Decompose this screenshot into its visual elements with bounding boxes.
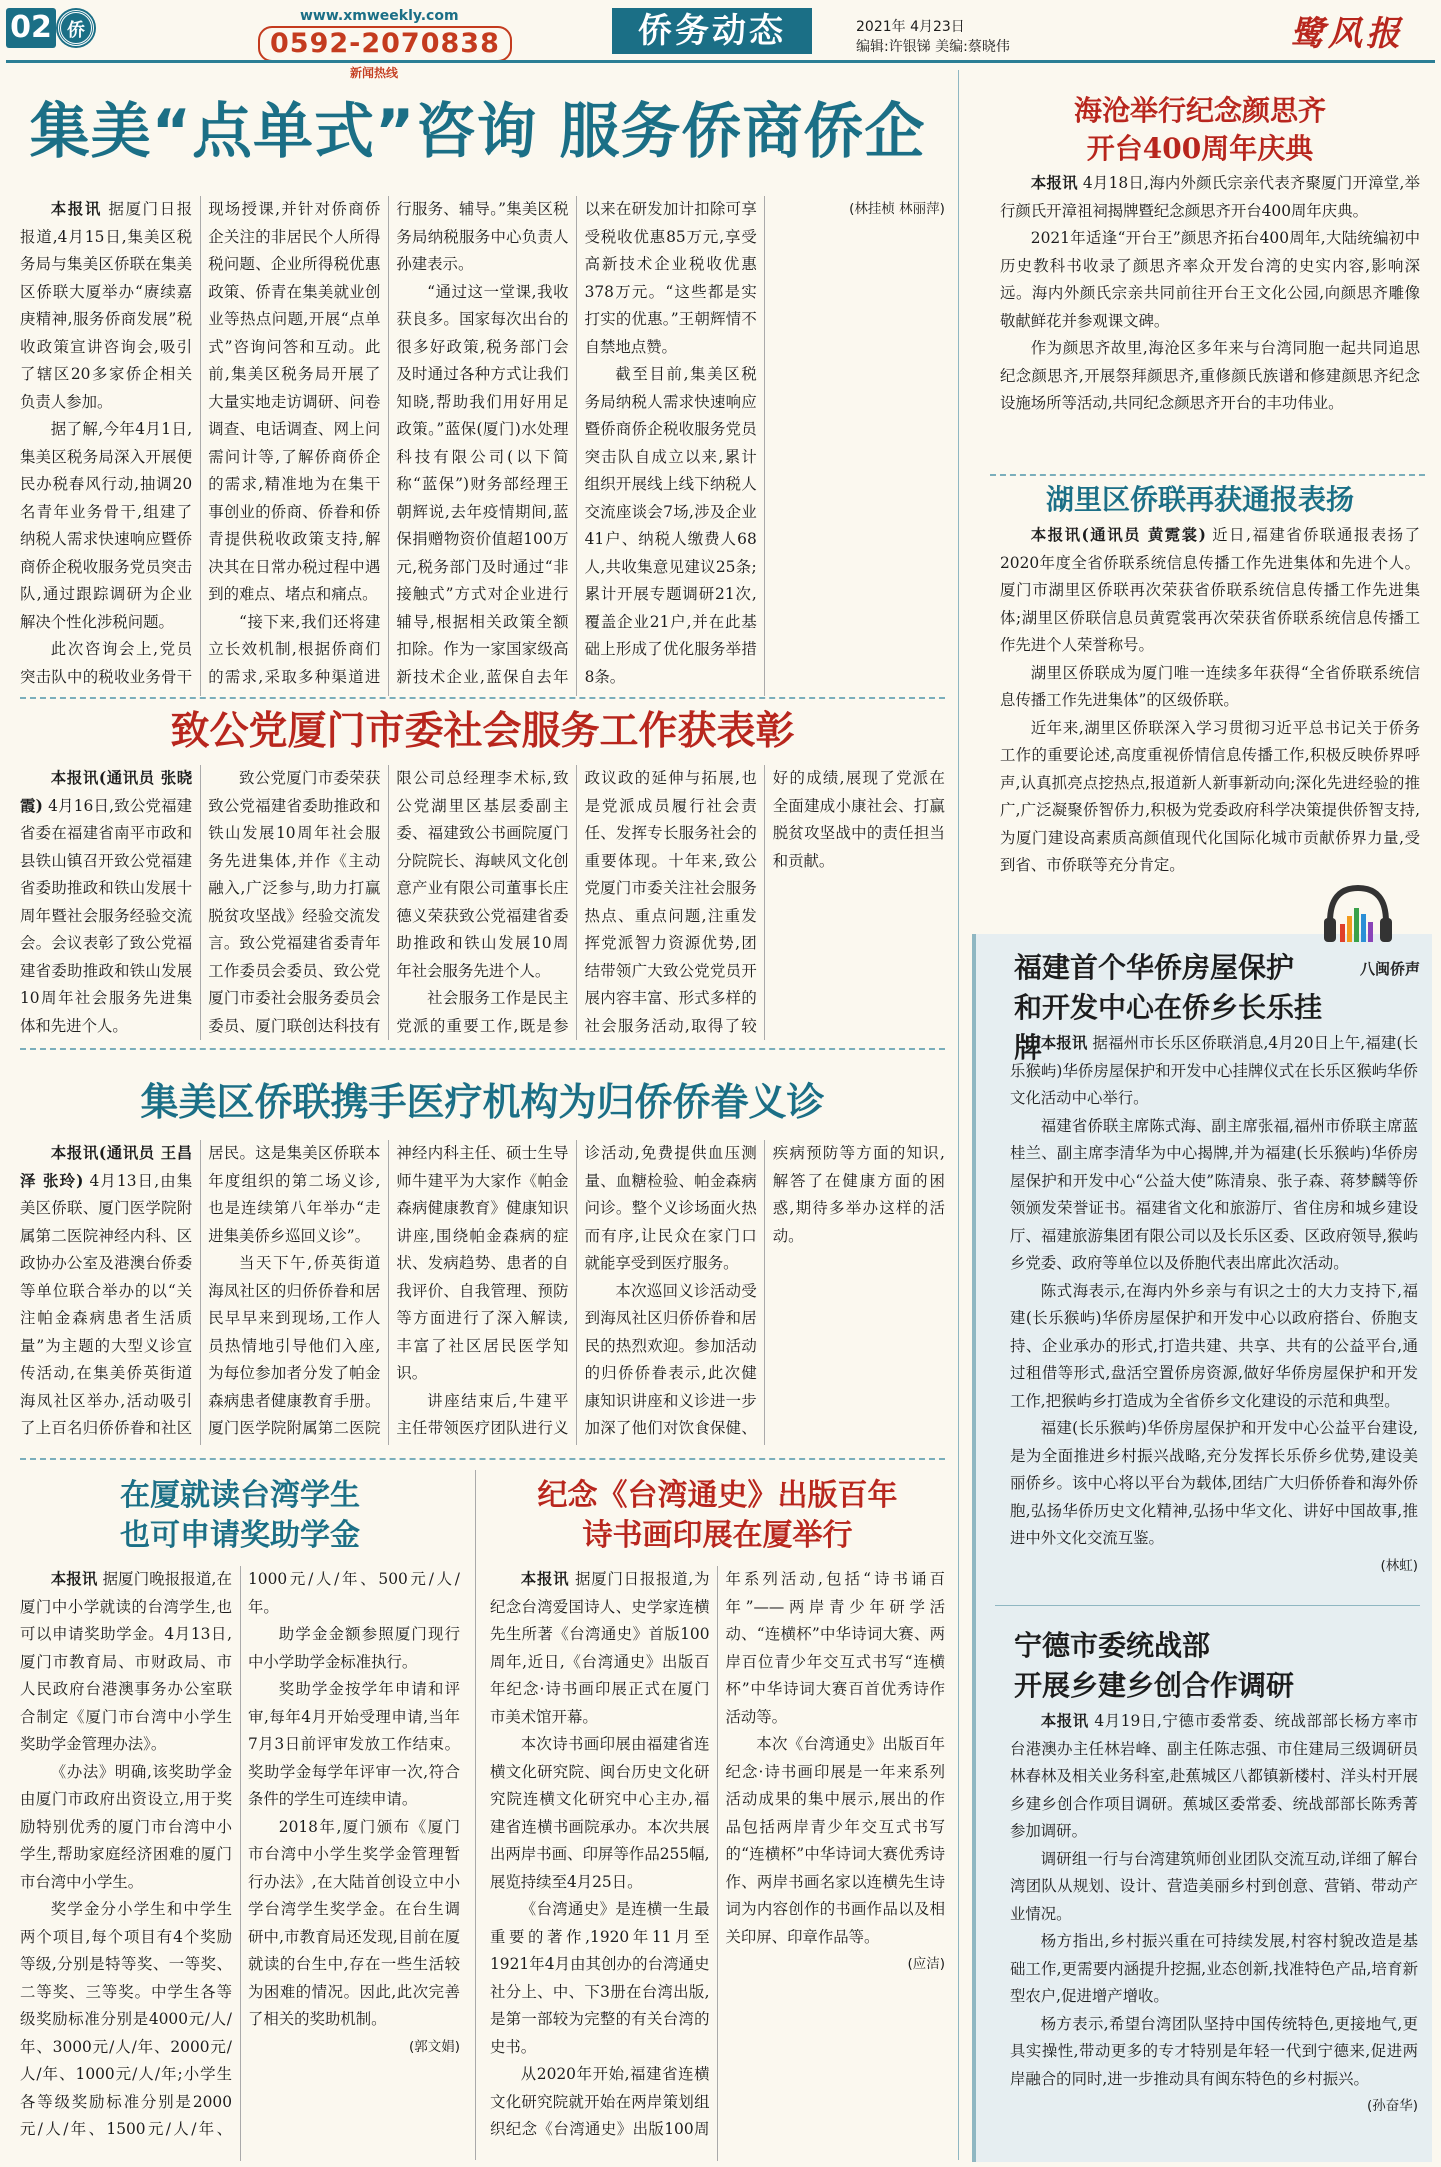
column-divider <box>475 1470 476 2160</box>
r4-body: 本报讯 4月19日,宁德市委常委、统战部部长杨方率市台港澳办主任林岩峰、副主任陈志强、市住建局三级调研员林春林及相关业务科室,赴蕉城区八都镇新楼村、洋头村开展乡建乡创合作项目调研。蕉城区委常委、统战部部长陈秀菁参加调研。 调研组一行与台湾建筑师创业团队交流互动,详细了解台湾团队从规划、设计、营造美丽乡村到创意、营销、带动产业情况。 杨方指出,乡村振兴重在可持续发展,村容村貌改造是基础工作,更需要内涵提升挖掘,业态创新,找准特色产品,培育新型农户,促进增产增收。 杨方表示,希望台湾团队坚持中国传统特色,更接地气,更具实操性,带动更多的专才特别是年轻一代到宁德来,促进两岸融合的同时,进一步推动具有闽东特色的乡村振兴。 (孙奋华) <box>1010 1712 1418 2114</box>
r2-body: 本报讯(通讯员 黄霓裳) 近日,福建省侨联通报表扬了2020年度全省侨联系统信息传播工作先进集体和先进个人。厦门市湖里区侨联再次荣获省侨联系统信息传播工作先进集体;湖里区侨联信息员黄霓裳再次荣获省侨联系统信息传播工作先进个人荣誉称号。 湖里区侨联成为厦门唯一连续多年获得“全省侨联系统信息传播工作先进集体”的区级侨联。 近年来,湖里区侨联深入学习贯彻习近平总书记关于侨务工作的重要论述,高度重视侨情信息传播工作,积极反映侨界呼声,认真抓亮点挖热点,报道新人新事新动向;深化先进经验的推广,广泛凝聚侨智侨力,积极为党委政府科学决策提供侨智支持,为厦门建设高素质高颜值现代化国际化城市贡献侨界力量,受到省、市侨联等充分肯定。 <box>1000 526 1420 874</box>
divider <box>20 1048 945 1050</box>
headphone-equalizer-icon <box>1322 882 1394 946</box>
a5-body: 本报讯 据厦门日报报道,为纪念台湾爱国诗人、史学家连横先生所著《台湾通史》首版100周年,近日,《台湾通史》出版百年纪念·诗书画印展正式在厦门市美术馆开幕。 本次诗书画印展由福建省连横文化研究院、闽台历史文化研究院连横文化研究中心主办,福建省连横书画院承办。本次共展出两岸书画、印屏等作品255幅,展览持续至4月25日。 《台湾通史》是连横一生最重要的著作,1920年11月至1921年4月由其创办的台湾通史社分上、中、下3册在台湾出版,是第一部较为完整的有关台湾的史书。 从2020年开始,福建省连横文化研究院就开始在两岸策划组织纪念《台湾通史》出版100周年系列活动,包括“诗书诵百年”——两岸青少年研学活动、“连横杯”中华诗词大赛、两岸百位青少年交互式书写“连横杯”中华诗词大赛百首优秀诗作活动等。 本次《台湾通史》出版百年纪念·诗书画印展是一年来系列活动成果的集中展示,展出的作品包括两岸青少年交互式书写的“连横杯”中华诗词大赛优秀诗作、两岸书画名家以连横先生诗词为内容创作的书画作品以及相关印屏、印章作品等。 (应洁) <box>490 1570 945 2138</box>
column-badge: 八闽侨声 <box>1360 960 1421 978</box>
a1-headline: 集美“点单式”咨询 服务侨商侨企 <box>29 97 926 167</box>
divider <box>20 697 945 699</box>
r1-headline: 海沧举行纪念颜思齐 开台400周年庆典 <box>1073 94 1326 165</box>
website-url[interactable]: www.xmweekly.com <box>300 8 459 24</box>
a5-headline: 纪念《台湾通史》出版百年 诗书画印展在厦举行 <box>537 1478 898 1553</box>
r3-headline: 福建首个华侨房屋保护 和开发中心在侨乡长乐挂牌 <box>1014 951 1323 1064</box>
r4-headline: 宁德市委统战部 开展乡建乡创合作调研 <box>1014 1629 1295 1702</box>
right-column-divider <box>958 70 959 2160</box>
a4-body: 本报讯 据厦门晚报报道,在厦门中小学就读的台湾学生,也可以申请奖助学金。4月13日,厦门市教育局、市财政局、市人民政府台港澳事务办公室联合制定《厦门市台湾中小学生奖助学金管理办法》。 《办法》明确,该奖助学金由厦门市政府出资设立,用于奖励特别优秀的厦门市台湾中小学生,帮助家庭经济困难的厦门市台湾中小学生。 奖学金分小学生和中学生两个项目,每个项目有4个奖励等级,分别是特等奖、一等奖、二等奖、三等奖。中学生各等级奖励标准分别是4000元/人/年、3000元/人/年、2000元/人/年、1000元/人/年;小学生各等级奖励标准分别是2000元/人/年、1500元/人/年、1000元/人/年、500元/人/年。 助学金金额参照厦门现行中小学助学金标准执行。 奖助学金按学年申请和评审,每年4月开始受理申请,当年7月3日前评审发放工作结束。奖助学金每学年评审一次,符合条件的学生可连续申请。 2018年,厦门颁布《厦门市台湾中小学生奖学金管理暂行办法》,在大陆首创设立中小学台湾学生奖学金。在台生调研中,市教育局还发现,目前在厦就读的台生中,存在一些生活较为困难的情况。因此,此次完善了相关的奖助机制。 (郭文娟) <box>20 1570 460 2138</box>
hotline-number: 0592-2070838 <box>258 26 512 62</box>
a3-headline: 集美区侨联携手医疗机构为归侨侨眷义诊 <box>140 1080 825 1124</box>
newspaper-logo-icon: 鹭风报 <box>1290 14 1404 54</box>
header-rule <box>6 60 1435 63</box>
divider <box>20 1458 945 1460</box>
page-number-badge-icon: 侨 <box>58 10 94 46</box>
a4-headline: 在厦就读台湾学生 也可申请奖助学金 <box>120 1478 360 1553</box>
a2-body: 本报讯(通讯员 张晓霞) 4月16日,致公党福建省委在福建省南平市政和县铁山镇召开致公党福建省委助推政和铁山发展十周年暨社会服务经验交流会。会议表彰了致公党福建省委助推政和铁山发展10周年社会服务先进集体和先进个人。 致公党厦门市委荣获致公党福建省委助推政和铁山发展10周年社会服务先进集体,并作《主动融入,广泛参与,助力打赢脱贫攻坚战》经验交流发言。致公党福建省委青年工作委员会委员、致公党厦门市委社会服务委员会委员、厦门联创达科技有限公司总经理李术标,致公党湖里区基层委副主委、福建致公书画院厦门分院院长、海峡风文化创意产业有限公司董事长庄德义荣获致公党福建省委助推政和铁山发展10周年社会服务先进个人。 社会服务工作是民主党派的重要工作,既是参政议政的延伸与拓展,也是党派成员履行社会责任、发挥专长服务社会的重要体现。十年来,致公党厦门市委关注社会服务热点、重点问题,注重发挥党派智力资源优势,团结带领广大致公党党员开展内容丰富、形式多样的社会服务活动,取得了较好的成绩,展现了党派在全面建成小康社会、打赢脱贫攻坚战中的责任担当和贡献。 <box>20 769 945 1035</box>
a3-body: 本报讯(通讯员 王昌泽 张玲) 4月13日,由集美区侨联、厦门医学院附属第二医院神经内科、区政协办公室及港澳台侨委等单位联合举办的以“关注帕金森病患者生活质量”为主题的大型义诊宣传活动,在集美侨英街道海凤社区举办,活动吸引了上百名归侨侨眷和社区居民。这是集美区侨联本年度组织的第二场义诊,也是连续第八年举办“走进集美侨乡巡回义诊”。 当天下午,侨英街道海凤社区的归侨侨眷和居民早早来到现场,工作人员热情地引导他们入座,为每位参加者分发了帕金森病患者健康教育手册。厦门医学院附属第二医院神经内科主任、硕士生导师牛建平为大家作《帕金森病健康教育》健康知识讲座,围绕帕金森病的症状、发病趋势、患者的自我评价、自我管理、预防等方面进行了深入解读,丰富了社区居民医学知识。 讲座结束后,牛建平主任带领医疗团队进行义诊活动,免费提供血压测量、血糖检验、帕金森病问诊。整个义诊场面火热而有序,让民众在家门口就能享受到医疗服务。 本次巡回义诊活动受到海凤社区归侨侨眷和居民的热烈欢迎。参加活动的归侨侨眷表示,此次健康知识讲座和义诊进一步加深了他们对饮食保健、疾病预防等方面的知识,解答了在健康方面的困惑,期待多举办这样的活动。 <box>20 1144 945 1437</box>
hotline-label: 新闻热线 <box>350 66 399 80</box>
a2-headline: 致公党厦门市委社会服务工作获表彰 <box>170 708 795 754</box>
section-title: 侨务动态 <box>612 8 812 54</box>
r1-body: 本报讯 4月18日,海内外颜氏宗亲代表齐聚厦门开漳堂,举行颜氏开漳祖祠揭牌暨纪念颜思齐开台400周年庆典。 2021年适逢“开台王”颜思齐拓台400周年,大陆统编初中历史教科书收录了颜思齐率众开发台湾的史实内容,影响深远。海内外颜氏宗亲共同前往开台王文化公园,向颜思齐雕像敬献鲜花并参观课文碑。 作为颜思齐故里,海沧区多年来与台湾同胞一起共同追思纪念颜思齐,开展祭拜颜思齐,重修颜氏族谱和修建颜思齐纪念设施场所等活动,共同纪念颜思齐开台的丰功伟业。 <box>1000 174 1420 412</box>
editors-line: 编辑:许银锑 美编:蔡晓伟 <box>856 39 1010 55</box>
a1-body: 本报讯 据厦门日报报道,4月15日,集美区税务局与集美区侨联在集美区侨联大厦举办“赓续嘉庚精神,服务侨商发展”税收政策宣讲咨询会,吸引了辖区20多家侨企相关负责人参加。 据了解,今年4月1日,集美区税务局深入开展便民办税春风行动,抽调20名青年业务骨干,组建了纳税人需求快速响应暨侨商侨企税收服务党员突击队,通过跟踪调研为企业解决个性化涉税问题。 此次咨询会上,党员突击队中的税收业务骨干现场授课,并针对侨商侨企关注的非居民个人所得税问题、企业所得税优惠政策、侨青在集美就业创业等热点问题,开展“点单式”咨询问答和互动。此前,集美区税务局开展了大量实地走访调研、问卷调查、电话调查、网上问需问计等,了解侨商侨企的需求,精准地为在集干事创业的侨商、侨眷和侨青提供税收政策支持,解决其在日常办税过程中遇到的难点、堵点和痛点。 “接下来,我们还将建立长效机制,根据侨商们的需求,采取多种渠道进行服务、辅导。”集美区税务局纳税服务中心负责人孙建表示。 “通过这一堂课,我收获良多。国家每次出台的很多好政策,税务部门会及时通过各种方式让我们知晓,帮助我们用好用足政策。”蓝保(厦门)水处理科技有限公司(以下简称“蓝保”)财务部经理王朝辉说,去年疫情期间,蓝保捐赠物资价值超100万元,税务部门及时通过“非接触式”方式对企业进行辅导,根据相关政策全额扣除。作为一家国家级高新技术企业,蓝保自去年以来在研发加计扣除可享受税收优惠85万元,享受高新技术企业税收优惠378万元。“这些都是实打实的优惠。”王朝辉情不自禁地点赞。 截至目前,集美区税务局纳税人需求快速响应暨侨商侨企税收服务党员突击队自成立以来,累计组织开展线上线下纳税人交流座谈会7场,涉及企业41户、纳税人缴费人68人,共收集意见建议25条;累计开展专题调研21次,覆盖企业21户,并在此基础上形成了优化服务举措8条。 (林挂桢 林丽萍) <box>20 200 945 686</box>
r3-body: 本报讯 据福州市长乐区侨联消息,4月20日上午,福建(长乐猴屿)华侨房屋保护和开发中心挂牌仪式在长乐区猴屿华侨文化活动中心举行。 福建省侨联主席陈式海、副主席张福,福州市侨联主席蓝桂兰、副主席李清华为中心揭牌,并为福建(长乐猴屿)华侨房屋保护和开发中心“公益大使”陈清泉、张子森、蒋梦麟等侨领颁发荣誉证书。福建省文化和旅游厅、省住房和城乡建设厅、福建旅游集团有限公司以及长乐区委、区政府领导,猴屿乡党委、政府等单位以及侨胞代表出席此次活动。 陈式海表示,在海内外乡亲与有识之士的大力支持下,福建(长乐猴屿)华侨房屋保护和开发中心以政府搭台、侨胞支持、企业承办的形式,打造共建、共享、共有的公益平台,通过租借等形式,盘活空置侨房资源,做好华侨房屋保护和开发工作,把猴屿乡打造成为全省侨乡文化建设的示范和典型。 福建(长乐猴屿)华侨房屋保护和开发中心公益平台建设,是为全面推进乡村振兴战略,充分发挥长乐侨乡优势,建设美丽侨乡。该中心将以平台为载体,团结广大归侨侨眷和海外侨胞,弘扬华侨历史文化精神,弘扬中华文化、讲好中国故事,推进中外文化交流互鉴。 (林虹) <box>1010 1034 1418 1574</box>
issue-date: 2021年 4月23日 <box>856 19 965 35</box>
divider <box>990 474 1425 476</box>
page-number: 02 <box>6 8 56 48</box>
r2-headline: 湖里区侨联再获通报表扬 <box>1045 483 1354 516</box>
divider <box>995 1605 1420 1606</box>
